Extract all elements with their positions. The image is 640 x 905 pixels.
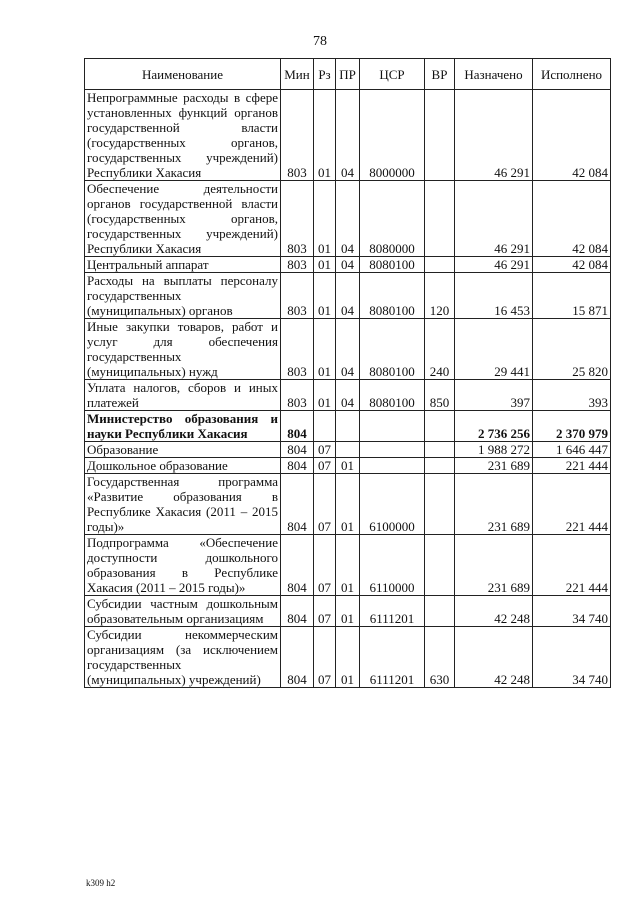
cell-csr: 8080100 <box>360 257 425 273</box>
cell-rz: 01 <box>314 257 336 273</box>
cell-csr: 6100000 <box>360 474 425 535</box>
footer-code: k309 h2 <box>86 878 116 888</box>
cell-name: Дошкольное образование <box>85 458 281 474</box>
cell-vr <box>425 474 455 535</box>
cell-pr <box>336 442 360 458</box>
cell-rz: 07 <box>314 535 336 596</box>
table-row <box>85 181 611 257</box>
table-row <box>85 90 611 181</box>
cell-executed: 25 820 <box>533 319 611 380</box>
cell-rz: 01 <box>314 181 336 257</box>
cell-assigned: 231 689 <box>455 474 533 535</box>
cell-vr <box>425 90 455 181</box>
cell-assigned: 397 <box>455 380 533 411</box>
table-row <box>85 458 611 474</box>
cell-name: Субсидии некоммерческим организациям (за исключением государственных (муниципальных) учреждений) <box>85 627 281 688</box>
cell-min: 803 <box>281 319 314 380</box>
cell-csr: 8080000 <box>360 181 425 257</box>
cell-vr: 850 <box>425 380 455 411</box>
cell-assigned: 1 988 272 <box>455 442 533 458</box>
cell-name: Уплата налогов, сборов и иных платежей <box>85 380 281 411</box>
cell-assigned: 2 736 256 <box>455 411 533 442</box>
cell-name: Центральный аппарат <box>85 257 281 273</box>
table-row <box>85 596 611 627</box>
cell-pr: 01 <box>336 596 360 627</box>
table-row <box>85 627 611 688</box>
cell-name: Иные закупки товаров, работ и услуг для обеспечения государственных (муниципальных) нужд <box>85 319 281 380</box>
cell-min: 804 <box>281 535 314 596</box>
cell-vr <box>425 535 455 596</box>
cell-executed: 42 084 <box>533 257 611 273</box>
page-number: 78 <box>313 34 327 49</box>
cell-csr: 8080100 <box>360 380 425 411</box>
header-csr: ЦСР <box>360 59 425 90</box>
cell-executed: 34 740 <box>533 596 611 627</box>
cell-csr <box>360 411 425 442</box>
table-row <box>85 257 611 273</box>
header-executed: Исполнено <box>533 59 611 90</box>
cell-name: Субсидии частным дошкольным образовательным организациям <box>85 596 281 627</box>
cell-min: 804 <box>281 474 314 535</box>
cell-assigned: 16 453 <box>455 273 533 319</box>
cell-csr: 6110000 <box>360 535 425 596</box>
cell-csr <box>360 442 425 458</box>
cell-csr: 8080100 <box>360 319 425 380</box>
header-vr: ВР <box>425 59 455 90</box>
cell-name: Непрограммные расходы в сфере установленных функций органов государственной власти (государственных органов, государственных учреждений) Республики Хакасия <box>85 90 281 181</box>
cell-min: 804 <box>281 596 314 627</box>
cell-pr: 04 <box>336 181 360 257</box>
cell-rz: 07 <box>314 458 336 474</box>
cell-min: 804 <box>281 458 314 474</box>
cell-pr: 01 <box>336 627 360 688</box>
cell-name: Подпрограмма «Обеспечение доступности дошкольного образования в Республике Хакасия (2011 – 2015 годы)» <box>85 535 281 596</box>
table-row <box>85 411 611 442</box>
table-row <box>85 319 611 380</box>
cell-executed: 221 444 <box>533 474 611 535</box>
cell-csr: 8080100 <box>360 273 425 319</box>
cell-vr <box>425 257 455 273</box>
cell-assigned: 42 248 <box>455 627 533 688</box>
cell-min: 803 <box>281 380 314 411</box>
cell-vr: 630 <box>425 627 455 688</box>
cell-rz: 07 <box>314 442 336 458</box>
cell-rz: 01 <box>314 90 336 181</box>
cell-assigned: 46 291 <box>455 181 533 257</box>
cell-csr <box>360 458 425 474</box>
cell-name: Расходы на выплаты персоналу государственных (муниципальных) органов <box>85 273 281 319</box>
cell-executed: 42 084 <box>533 90 611 181</box>
cell-pr: 04 <box>336 257 360 273</box>
table-row <box>85 273 611 319</box>
cell-vr: 120 <box>425 273 455 319</box>
cell-vr <box>425 411 455 442</box>
cell-min: 803 <box>281 90 314 181</box>
cell-pr: 04 <box>336 273 360 319</box>
cell-rz: 07 <box>314 474 336 535</box>
cell-csr: 6111201 <box>360 627 425 688</box>
cell-rz <box>314 411 336 442</box>
cell-executed: 393 <box>533 380 611 411</box>
cell-csr: 6111201 <box>360 596 425 627</box>
header-pr: ПР <box>336 59 360 90</box>
cell-pr: 04 <box>336 90 360 181</box>
cell-executed: 15 871 <box>533 273 611 319</box>
cell-vr <box>425 596 455 627</box>
header-row <box>85 59 611 90</box>
cell-pr: 04 <box>336 319 360 380</box>
table-row <box>85 442 611 458</box>
cell-vr <box>425 458 455 474</box>
cell-pr <box>336 411 360 442</box>
cell-min: 803 <box>281 273 314 319</box>
cell-executed: 42 084 <box>533 181 611 257</box>
cell-executed: 221 444 <box>533 535 611 596</box>
cell-vr <box>425 442 455 458</box>
header-rz: Рз <box>314 59 336 90</box>
cell-assigned: 46 291 <box>455 257 533 273</box>
cell-rz: 01 <box>314 273 336 319</box>
cell-min: 803 <box>281 257 314 273</box>
cell-executed: 34 740 <box>533 627 611 688</box>
cell-assigned: 29 441 <box>455 319 533 380</box>
cell-pr: 01 <box>336 458 360 474</box>
table-row <box>85 380 611 411</box>
table-body <box>85 90 611 688</box>
header-min: Мин <box>281 59 314 90</box>
cell-pr: 04 <box>336 380 360 411</box>
cell-name: Министерство образования и науки Республики Хакасия <box>85 411 281 442</box>
cell-pr: 01 <box>336 474 360 535</box>
cell-name: Обеспечение деятельности органов государственной власти (государственных органов, государственных учреждений) Республики Хакасия <box>85 181 281 257</box>
cell-name: Государственная программа «Развитие образования в Республике Хакасия (2011 – 2015 годы)» <box>85 474 281 535</box>
cell-executed: 1 646 447 <box>533 442 611 458</box>
cell-rz: 01 <box>314 380 336 411</box>
cell-rz: 01 <box>314 319 336 380</box>
header-assigned: Назначено <box>455 59 533 90</box>
cell-executed: 2 370 979 <box>533 411 611 442</box>
header-name: Наименование <box>85 59 281 90</box>
cell-name: Образование <box>85 442 281 458</box>
cell-rz: 07 <box>314 627 336 688</box>
cell-pr: 01 <box>336 535 360 596</box>
cell-csr: 8000000 <box>360 90 425 181</box>
cell-min: 803 <box>281 181 314 257</box>
cell-min: 804 <box>281 442 314 458</box>
table-row <box>85 474 611 535</box>
cell-assigned: 231 689 <box>455 458 533 474</box>
cell-vr: 240 <box>425 319 455 380</box>
cell-assigned: 231 689 <box>455 535 533 596</box>
cell-executed: 221 444 <box>533 458 611 474</box>
cell-rz: 07 <box>314 596 336 627</box>
cell-assigned: 46 291 <box>455 90 533 181</box>
table-row <box>85 535 611 596</box>
cell-vr <box>425 181 455 257</box>
budget-table <box>84 58 611 688</box>
cell-assigned: 42 248 <box>455 596 533 627</box>
cell-min: 804 <box>281 411 314 442</box>
cell-min: 804 <box>281 627 314 688</box>
